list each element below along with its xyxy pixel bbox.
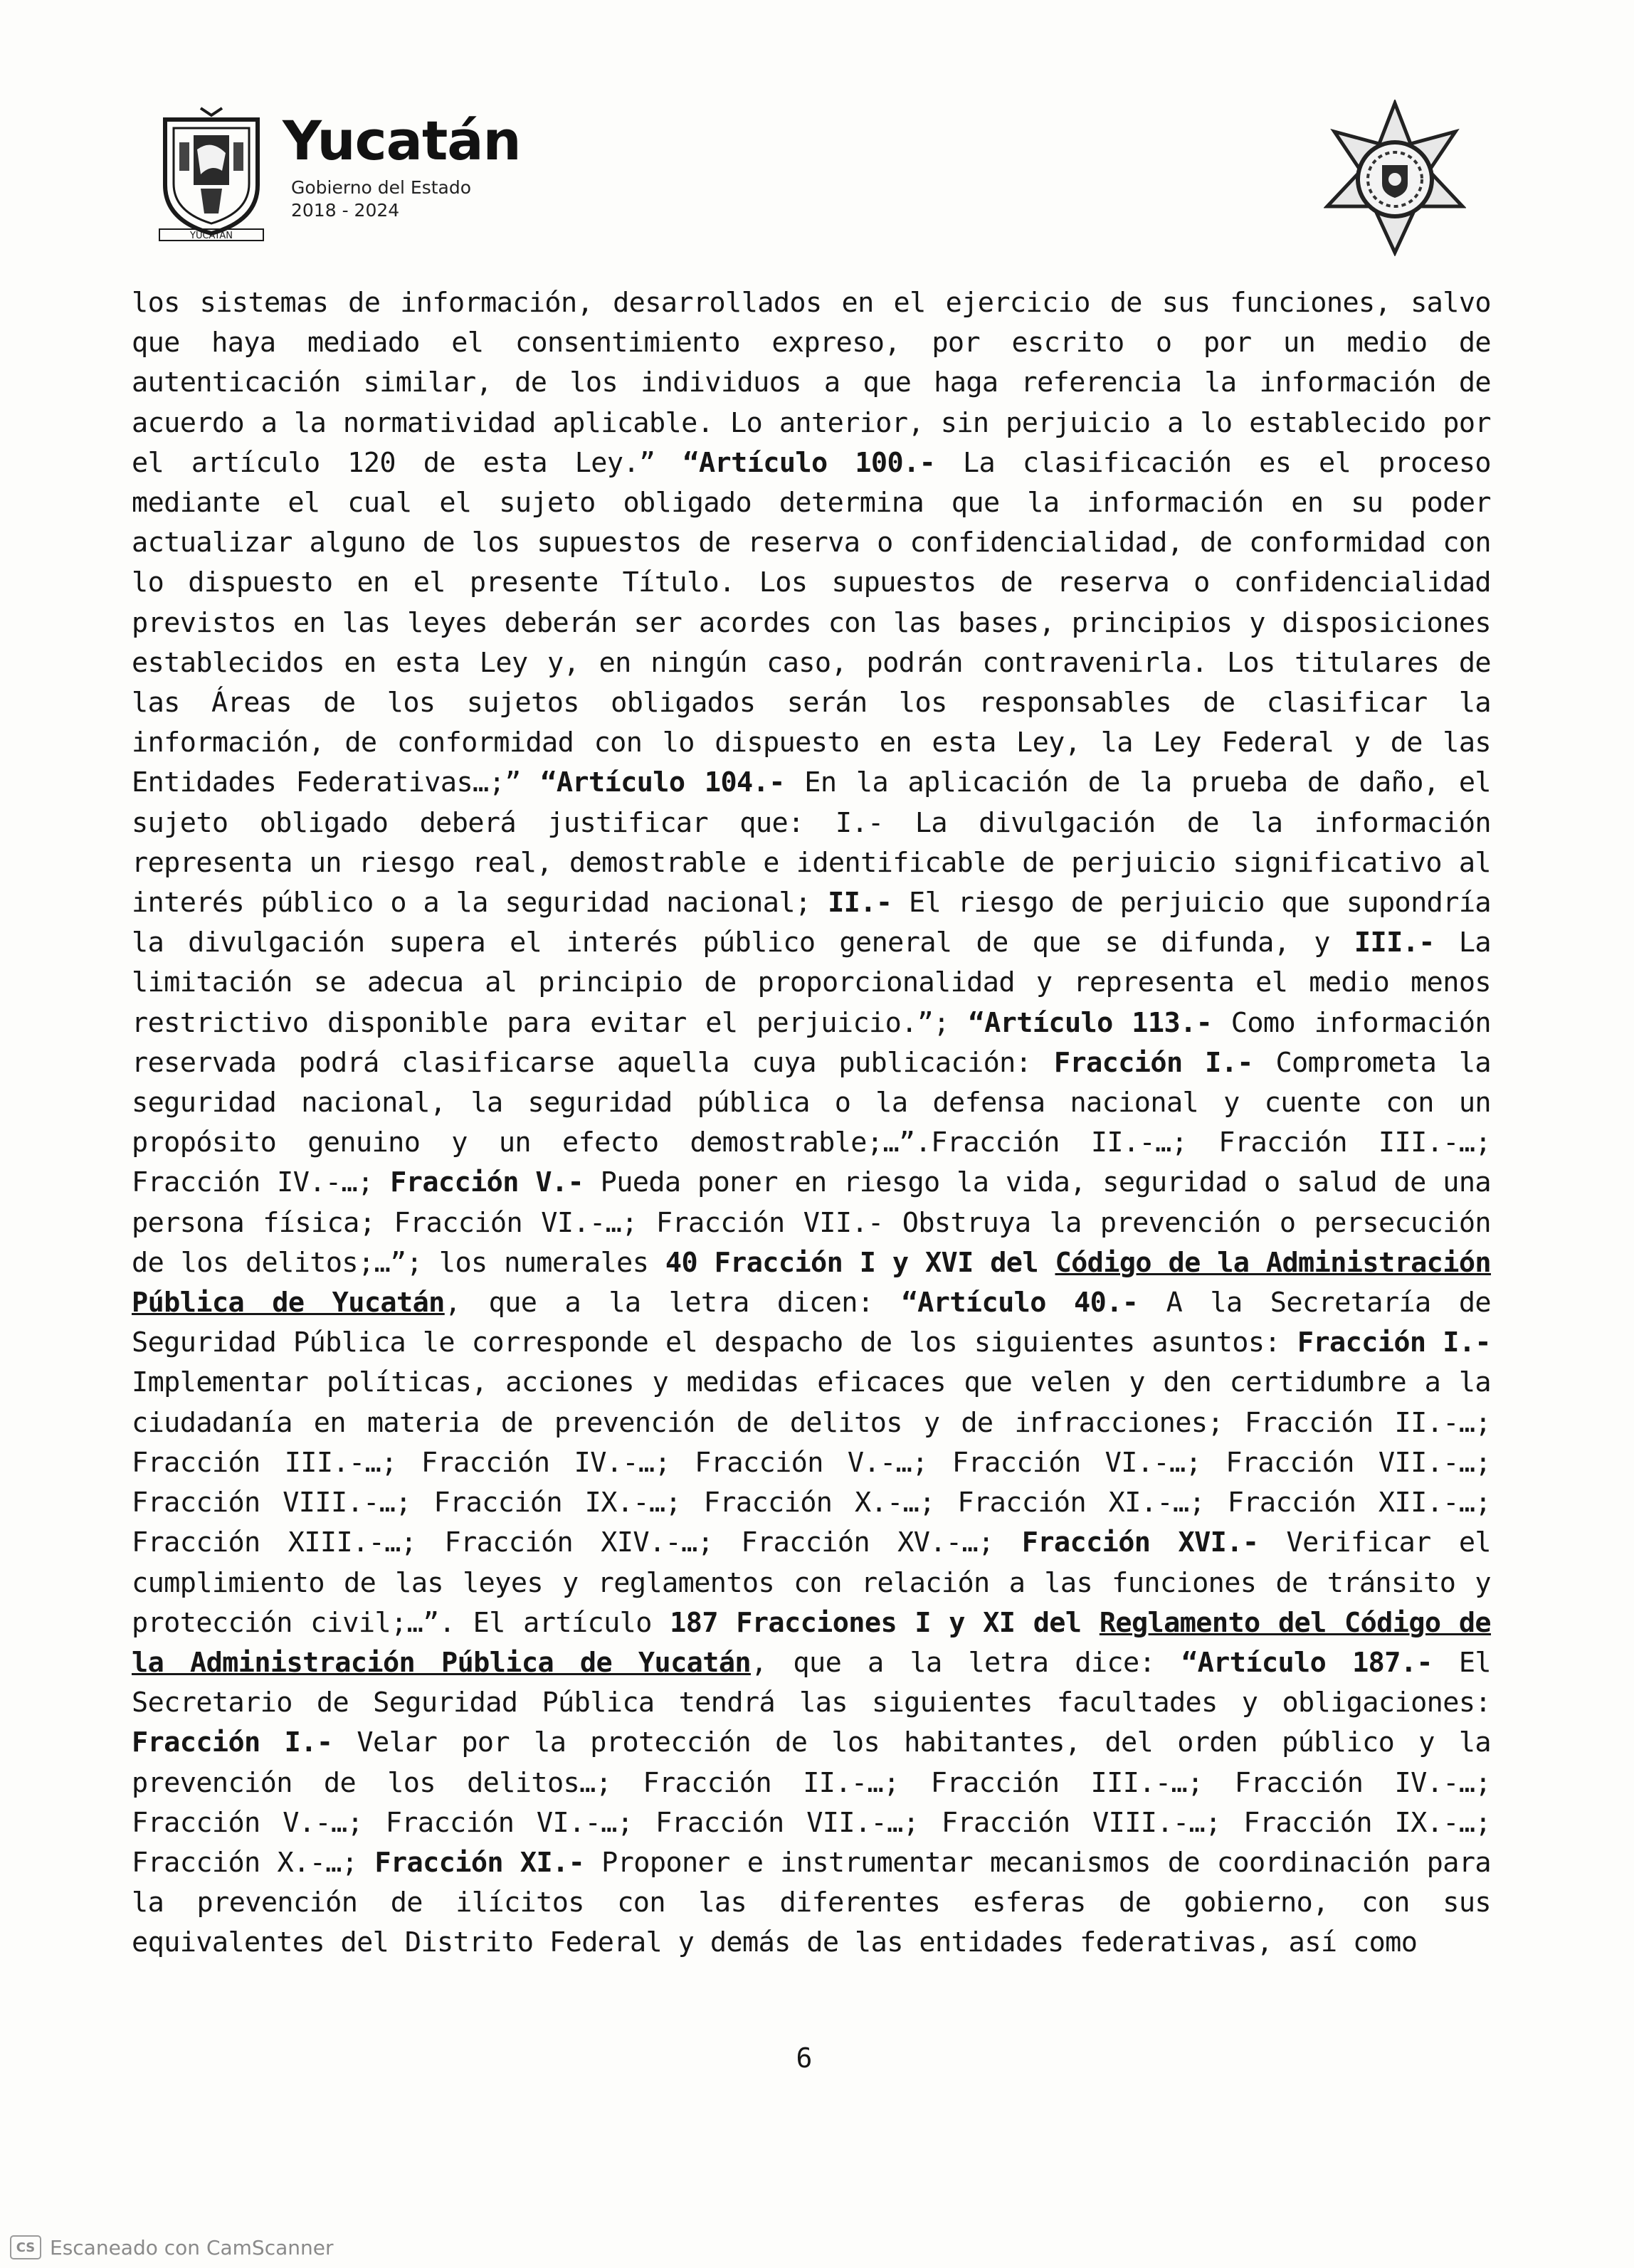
svg-text:YUCATAN: YUCATAN	[190, 231, 233, 241]
brand-title: Yucatán	[283, 109, 521, 172]
code-title-underlined: Código de la Administración Pública de Yucatán	[132, 1246, 1491, 1319]
brand-block	[283, 109, 521, 222]
scanner-watermark	[10, 2235, 333, 2260]
body-paragraph: los sistemas de información, desarrollados en el ejercicio de sus funciones, salvo que haya mediado el consentimiento expreso, por escrito o por un medio de autenticación similar, de los individuos a que haga referencia la información de acuerdo a la normatividad aplicable. Lo anterior, sin perjuicio a lo establecido por el artículo 120 de esta Ley.” “Artículo 100.- La clasificación es el proceso mediante el cual el sujeto obligado determina que la información en su poder actualizar alguno de los supuestos de reserva o confidencialidad, de conformidad con lo dispuesto en el presente Título. Los supuestos de reserva o confidencialidad previstos en las leyes deberán ser acordes con las bases, principios y disposiciones establecidos en esta Ley y, en ningún caso, podrán contravenirla. Los titulares de las Áreas de los sujetos obligados serán los responsables de clasificar la información, de conformidad con lo dispuesto en esta Ley, la Ley Federal y de las Entidades Federativas…;” “Artículo 104.- En la aplicación de la prueba de daño, el sujeto obligado deberá justificar que: I.- La divulgación de la información representa un riesgo real, demostrable e identificable de perjuicio significativo al interés público o a la seguridad nacional; II.- El riesgo de perjuicio que supondría la divulgación supera el interés público general de que se difunda, y III.- La limitación se adecua al principio de proporcionalidad y representa el medio menos restrictivo disponible para evitar el perjuicio.”; “Artículo 113.- Como información reservada podrá clasificarse aquella cuya publicación: Fracción I.- Comprometa la seguridad nacional, la seguridad pública o la defensa nacional y cuente con un propósito genuino y un efecto demostrable;…”.Fracción II.-…; Fracción III.-…; Fracción IV.-…; Fracción V.- Pueda poner en riesgo la vida, seguridad o salud de una persona física; Fracción VI.-…; Fracción VII.- Obstruya la prevención o persecución de los delitos;…”; los numerales 40 Fracción I y XVI del Código de la Administración Pública de Yucatán, que a la letra dicen: “Artículo 40.- A la Secretaría de Seguridad Pública le corresponde el despacho de los siguientes asuntos: Fracción I.- Implementar políticas, acciones y medidas eficaces que velen y den certidumbre a la ciudadanía en materia de prevención de delitos y de infracciones; Fracción II.-…; Fracción III.-…; Fracción IV.-…; Fracción V.-…; Fracción VI.-…; Fracción VII.-…; Fracción VIII.-…; Fracción IX.-…; Fracción X.-…; Fracción XI.-…; Fracción XII.-…; Fracción XIII.-…; Fracción XIV.-…; Fracción XV.-…; Fracción XVI.- Verificar el cumplimiento de las leyes y reglamentos con relación a las funciones de tránsito y protección civil;…”. El artículo 187 Fracciones I y XI del Reglamento del Código de la Administración Pública de Yucatán, que a la letra dice: “Artículo 187.- El Secretario de Seguridad Pública tendrá las siguientes facultades y obligaciones: Fracción I.- Velar por la protección de los habitantes, del orden público y la prevención de los delitos…; Fracción II.-…; Fracción III.-…; Fracción IV.-…; Fracción V.-…; Fracción VI.-…; Fracción VII.-…; Fracción VIII.-…; Fracción IX.-…; Fracción X.-…; Fracción XI.- Proponer e instrumentar mecanismos de coordinación para la prevención de ilícitos con las diferentes esferas de gobierno, con sus equivalentes del Distrito Federal y demás de las entidades federativas, así como	[132, 287, 1492, 1959]
brand-subtitle: Gobierno del Estado	[291, 177, 472, 198]
police-star-badge-icon	[1324, 100, 1466, 256]
brand-years: 2018 - 2024	[291, 200, 400, 221]
government-logo	[158, 107, 656, 242]
scanner-text: Escaneado con CamScanner	[50, 2235, 334, 2259]
regulation-title-underlined: Reglamento del Código de la Administración Pública de Yucatán	[132, 1606, 1491, 1679]
document-body	[132, 283, 1491, 1963]
yucatan-coat-of-arms-icon	[158, 107, 265, 242]
letterhead	[0, 0, 1634, 278]
page-number: 6	[796, 2042, 813, 2074]
camscanner-icon: CS	[10, 2235, 41, 2259]
